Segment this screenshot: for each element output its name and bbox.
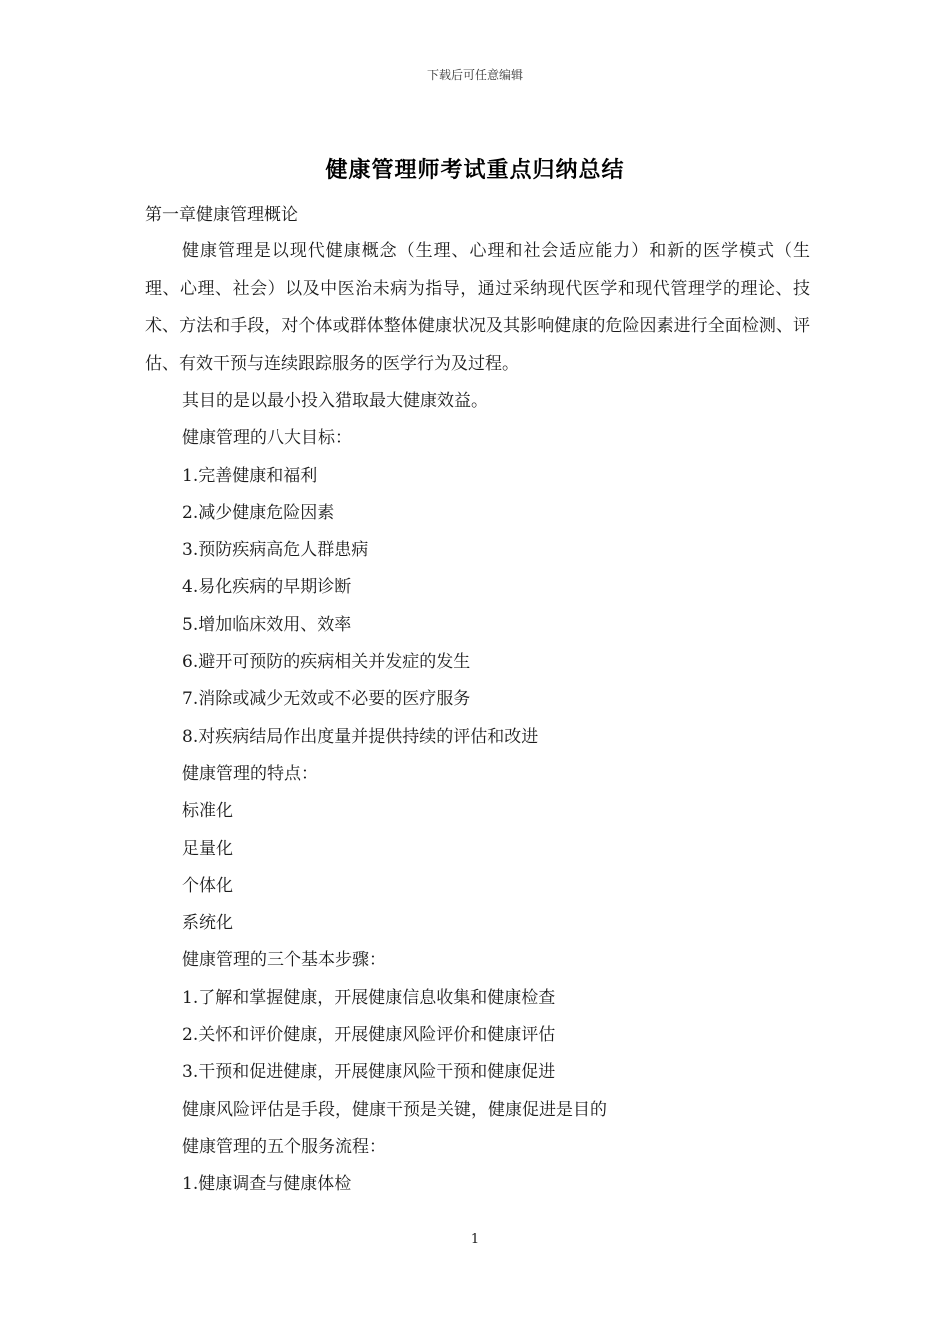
- list-item: 7.消除或减少无效或不必要的医疗服务: [182, 689, 471, 710]
- text-line: 健康管理的五个服务流程：: [182, 1136, 386, 1157]
- list-item: 2.关怀和评价健康，开展健康风险评价和健康评估: [182, 1025, 556, 1046]
- text-line: 健康管理的三个基本步骤：: [182, 950, 386, 971]
- list-item: 系统化: [182, 913, 233, 934]
- list-item: 1.健康调查与健康体检: [182, 1174, 352, 1195]
- list-item: 标准化: [182, 801, 233, 822]
- list-item: 8.对疾病结局作出度量并提供持续的评估和改进: [182, 726, 539, 747]
- header-note: 下载后可任意编辑: [426, 68, 523, 82]
- text-line: 健康管理的特点：: [182, 763, 318, 784]
- list-item: 1.了解和掌握健康，开展健康信息收集和健康检查: [182, 987, 556, 1008]
- list-item: 3.预防疾病高危人群患病: [182, 540, 369, 561]
- page-number: 1: [470, 1232, 480, 1247]
- list-item: 3.干预和促进健康，开展健康风险干预和健康促进: [182, 1062, 556, 1083]
- list-item: 5.增加临床效用、效率: [182, 614, 352, 635]
- intro-paragraph: 健康管理是以现代健康概念（生理、心理和社会适应能力）和新的医学模式（生理、心理、社会）以及中医治未病为指导，通过采纳现代医学和现代管理学的理论、技术、方法和手段，对个体或群体整体健康状况及其影响健康的危险因素进行全面检测、评估、有效干预与连续跟踪服务的医学行为及过程。: [145, 241, 810, 374]
- chapter-heading: 第一章健康管理概论: [145, 205, 298, 225]
- text-line: 健康管理的八大目标：: [182, 428, 352, 449]
- list-item: 4.易化疾病的早期诊断: [182, 577, 352, 598]
- text-line: 健康风险评估是手段，健康干预是关键，健康促进是目的: [182, 1099, 607, 1120]
- list-item: 6.避开可预防的疾病相关并发症的发生: [182, 652, 471, 673]
- list-item: 2.减少健康危险因素: [182, 502, 335, 523]
- list-item: 1.完善健康和福利: [182, 465, 318, 486]
- list-item: 个体化: [182, 875, 233, 896]
- text-line: 其目的是以最小投入猎取最大健康效益。: [182, 391, 488, 411]
- list-item: 足量化: [182, 838, 233, 859]
- document-title: 健康管理师考试重点归纳总结: [325, 157, 625, 183]
- content-lines: [182, 383, 607, 1204]
